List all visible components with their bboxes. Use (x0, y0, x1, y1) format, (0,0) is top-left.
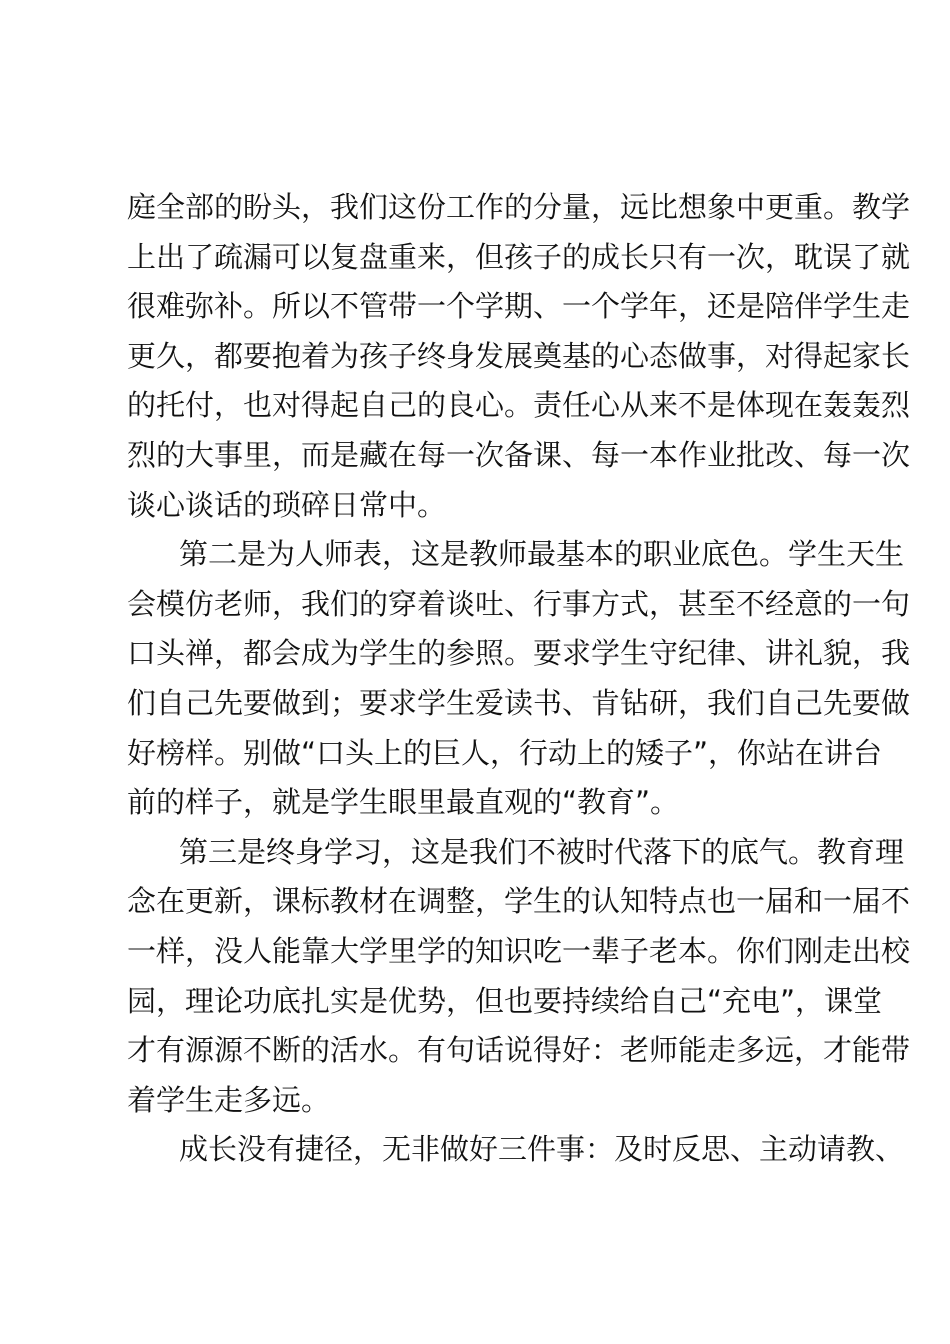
text-line: 庭全部的盼头，我们这份工作的分量，远比想象中更重。教学 (127, 190, 911, 224)
paragraph-start-line: 第二是为人师表，这是教师最基本的职业底色。学生天生 (179, 537, 905, 572)
paragraph-start-line: 第三是终身学习，这是我们不被时代落下的底气。教育理 (179, 834, 905, 869)
text-line: 谈心谈话的琐碎日常中。 (127, 487, 447, 522)
document-body (127, 183, 911, 1175)
text-line: 会模仿老师，我们的穿着谈吐、行事方式，甚至不经意的一句 (127, 586, 911, 621)
text-line: 一样，没人能靠大学里学的知识吃一辈子老本。你们刚走出校 (127, 933, 911, 968)
paragraph-start-line: 成长没有捷径，无非做好三件事：及时反思、主动请教、 (179, 1132, 905, 1167)
text-line: 园，理论功底扎实是优势，但也要持续给自己“充电”，课堂 (127, 983, 883, 1018)
text-line: 前的样子，就是学生眼里最直观的“教育”。 (127, 785, 680, 820)
text-line: 很难弥补。所以不管带一个学期、一个学年，还是陪伴学生走 (127, 289, 911, 324)
text-line: 念在更新，课标教材在调整，学生的认知特点也一届和一届不 (127, 884, 911, 919)
text-line: 烈的大事里，而是藏在每一次备课、每一本作业批改、每一次 (127, 437, 911, 472)
text-line: 的托付，也对得起自己的良心。责任心从来不是体现在轰轰烈 (127, 388, 911, 423)
text-line: 好榜样。别做“口头上的巨人，行动上的矮子”，你站在讲台 (127, 735, 883, 770)
text-line: 口头禅，都会成为学生的参照。要求学生守纪律、讲礼貌，我 (127, 636, 911, 671)
text-line: 才有源源不断的活水。有句话说得好：老师能走多远，才能带 (127, 1033, 911, 1068)
text-line: 着学生走多远。 (127, 1082, 331, 1117)
text-line: 更久，都要抱着为孩子终身发展奠基的心态做事，对得起家长 (127, 338, 911, 373)
text-line: 们自己先要做到；要求学生爱读书、肯钻研，我们自己先要做 (127, 685, 911, 720)
text-line: 上出了疏漏可以复盘重来，但孩子的成长只有一次，耽误了就 (127, 239, 911, 274)
